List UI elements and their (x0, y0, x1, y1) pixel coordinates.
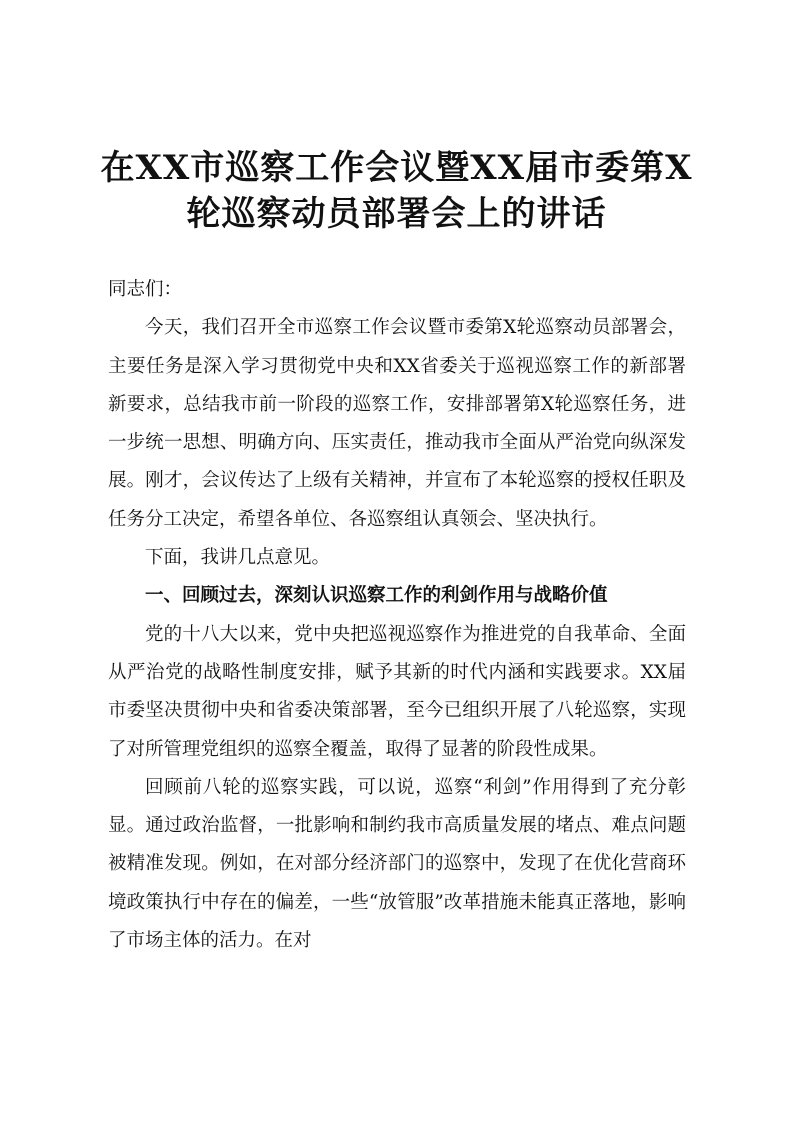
salutation: 同志们： (108, 279, 183, 300)
paragraph-section1-2: 回顾前八轮的巡察实践，可以说，巡察“利剑”作用得到了充分彰显。通过政治监督，一批影响和制约我市高质量发展的堵点、难点问题被精准发现。例如，在对部分经济部门的巡察中，发现了在优化营商环境政策执行中存在的偏差，一些“放管服”改革措施未能真正落地，影响了市场主体的活力。在对 (108, 776, 686, 952)
paragraph-opening: 今天，我们召开全市巡察工作会议暨市委第X轮巡察动员部署会，主要任务是深入学习贯彻党中央和XX省委关于巡视巡察工作的新部署新要求，总结我市前一阶段的巡察工作，安排部署第X轮巡察任务，进一步统一思想、明确方向、压实责任，推动我市全面从严治党向纵深发展。刚才，会议传达了上级有关精神，并宣布了本轮巡察的授权任职及任务分工决定，希望各单位、各巡察组认真领会、坚决执行。 (108, 317, 686, 530)
section-heading-1: 一、回顾过去，深刻认识巡察工作的利剑作用与战略价值 (145, 585, 608, 607)
paragraph-transition: 下面，我讲几点意见。 (145, 547, 331, 569)
title-line-1: 在XX市巡察工作会议暨XX届市委第X (100, 148, 693, 188)
paragraph-section1-1: 党的十八大以来，党中央把巡视巡察作为推进党的自我革命、全面从严治党的战略性制度安排，赋予其新的时代内涵和实践要求。XX届市委坚决贯彻中央和省委决策部署，至今已组织开展了八轮巡察，实现了对所管理党组织的巡察全覆盖，取得了显著的阶段性成果。 (108, 623, 686, 760)
document-body (108, 271, 686, 960)
document-title (100, 145, 693, 237)
title-line-2: 轮巡察动员部署会上的讲话 (186, 194, 607, 234)
